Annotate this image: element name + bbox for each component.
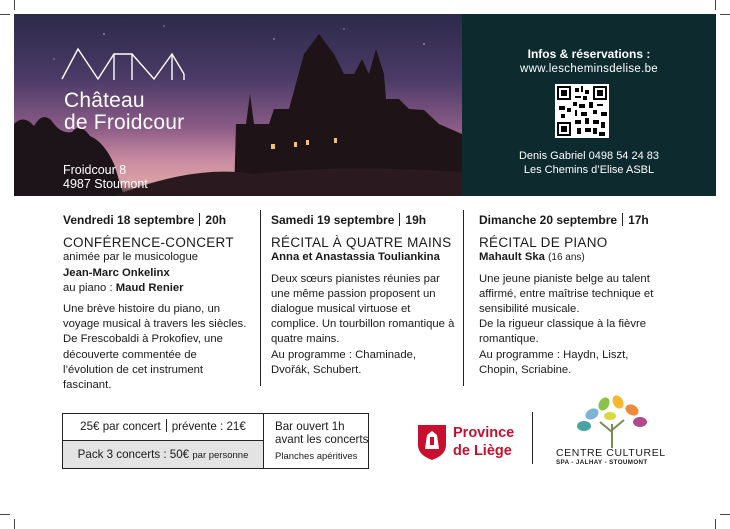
event-type: CONFÉRENCE-CONCERT — [63, 235, 234, 251]
column-divider — [463, 210, 464, 386]
pricing-box — [62, 413, 264, 469]
event-performer: Mahault Ska (16 ans) — [479, 251, 585, 264]
logo-line-2: de Froidcour — [64, 111, 185, 134]
event-type: RÉCITAL À QUATRE MAINS — [271, 235, 452, 251]
centre-culturel-name: CENTRE CULTUREL — [556, 447, 666, 459]
event-program: Au programme : Chaminade, Dvořák, Schubert. — [271, 348, 417, 376]
crop-mark — [715, 519, 716, 529]
contact-phone: Denis Gabriel 0498 54 24 83 — [518, 150, 660, 162]
event-description: Une brève histoire du piano, un voyage musical à travers les siècles. De Frescobaldi à Prokofiev, une découverte commentée de l’évolution de cet instrument fascinant. — [63, 303, 247, 392]
website-link[interactable]: www.lescheminsdelise.be — [520, 63, 658, 75]
logo-line-1: Château — [64, 89, 145, 112]
event-date: Vendredi 18 septembre 20h — [63, 213, 227, 227]
crop-mark — [0, 14, 10, 15]
event-performer: Anna et Anastassia Touliankina — [271, 251, 440, 264]
event-description: Une jeune pianiste belge au talent affirmé, entre maîtrise technique et sensibilité musicale. — [479, 272, 654, 316]
crop-mark — [720, 14, 730, 15]
contact-org: Les Chemins d’Elise ASBL — [523, 164, 655, 176]
crop-mark — [0, 514, 10, 515]
qr-code-icon[interactable] — [555, 84, 609, 138]
event-type: RÉCITAL DE PIANO — [479, 235, 608, 251]
info-heading: Infos & réservations : — [527, 47, 651, 61]
event-performer: Jean-Marc Onkelinx — [63, 266, 170, 279]
crop-mark — [715, 0, 716, 10]
crop-mark — [720, 514, 730, 515]
event-intro: animée par le musicologue — [63, 251, 199, 264]
bar-info-box — [262, 413, 369, 469]
centre-culturel-tree-icon — [552, 392, 674, 448]
contact-info — [462, 149, 716, 177]
event-description-2: De la rigueur classique à la fièvre romantique. — [479, 318, 647, 346]
event-date: Dimanche 20 septembre 17h — [479, 213, 649, 227]
province-liege-logo-text: Province de Liège — [453, 425, 515, 459]
column-divider — [260, 210, 261, 386]
price-pack: Pack 3 concerts : 50€ par personne — [63, 441, 263, 468]
event-column-sunday — [479, 213, 664, 378]
event-program: Au programme : Haydn, Liszt, Chopin, Scriabine. — [479, 348, 629, 376]
bar-note: Planches apéritives — [275, 451, 358, 462]
logo-divider — [532, 412, 533, 464]
crop-mark — [14, 519, 15, 529]
centre-culturel-subtitle: SPA - JALHAY - STOUMONT — [556, 459, 648, 466]
price-single: 25€ par concert prévente : 21€ — [63, 414, 263, 441]
address-city: 4987 Stoumont — [63, 177, 148, 191]
venue-address — [63, 163, 148, 191]
logo-title — [64, 90, 184, 134]
info-panel — [462, 14, 716, 196]
crop-mark — [14, 0, 15, 10]
province-liege-logo-icon — [416, 423, 448, 461]
event-date: Samedi 19 septembre 19h — [271, 213, 427, 227]
event-column-friday — [63, 213, 248, 393]
castle-photo — [14, 14, 462, 196]
event-column-saturday — [271, 213, 456, 378]
address-street: Froidcour 8 — [63, 163, 127, 177]
bar-hours: Bar ouvert 1h avant les concerts — [275, 420, 369, 446]
event-description: Deux sœurs pianistes réunies par une même passion proposent un dialogue musical virtuose et complice. Un tourbillon romantique à quatre mains. — [271, 272, 455, 346]
event-pianist: au piano : Maud Renier — [63, 281, 184, 294]
